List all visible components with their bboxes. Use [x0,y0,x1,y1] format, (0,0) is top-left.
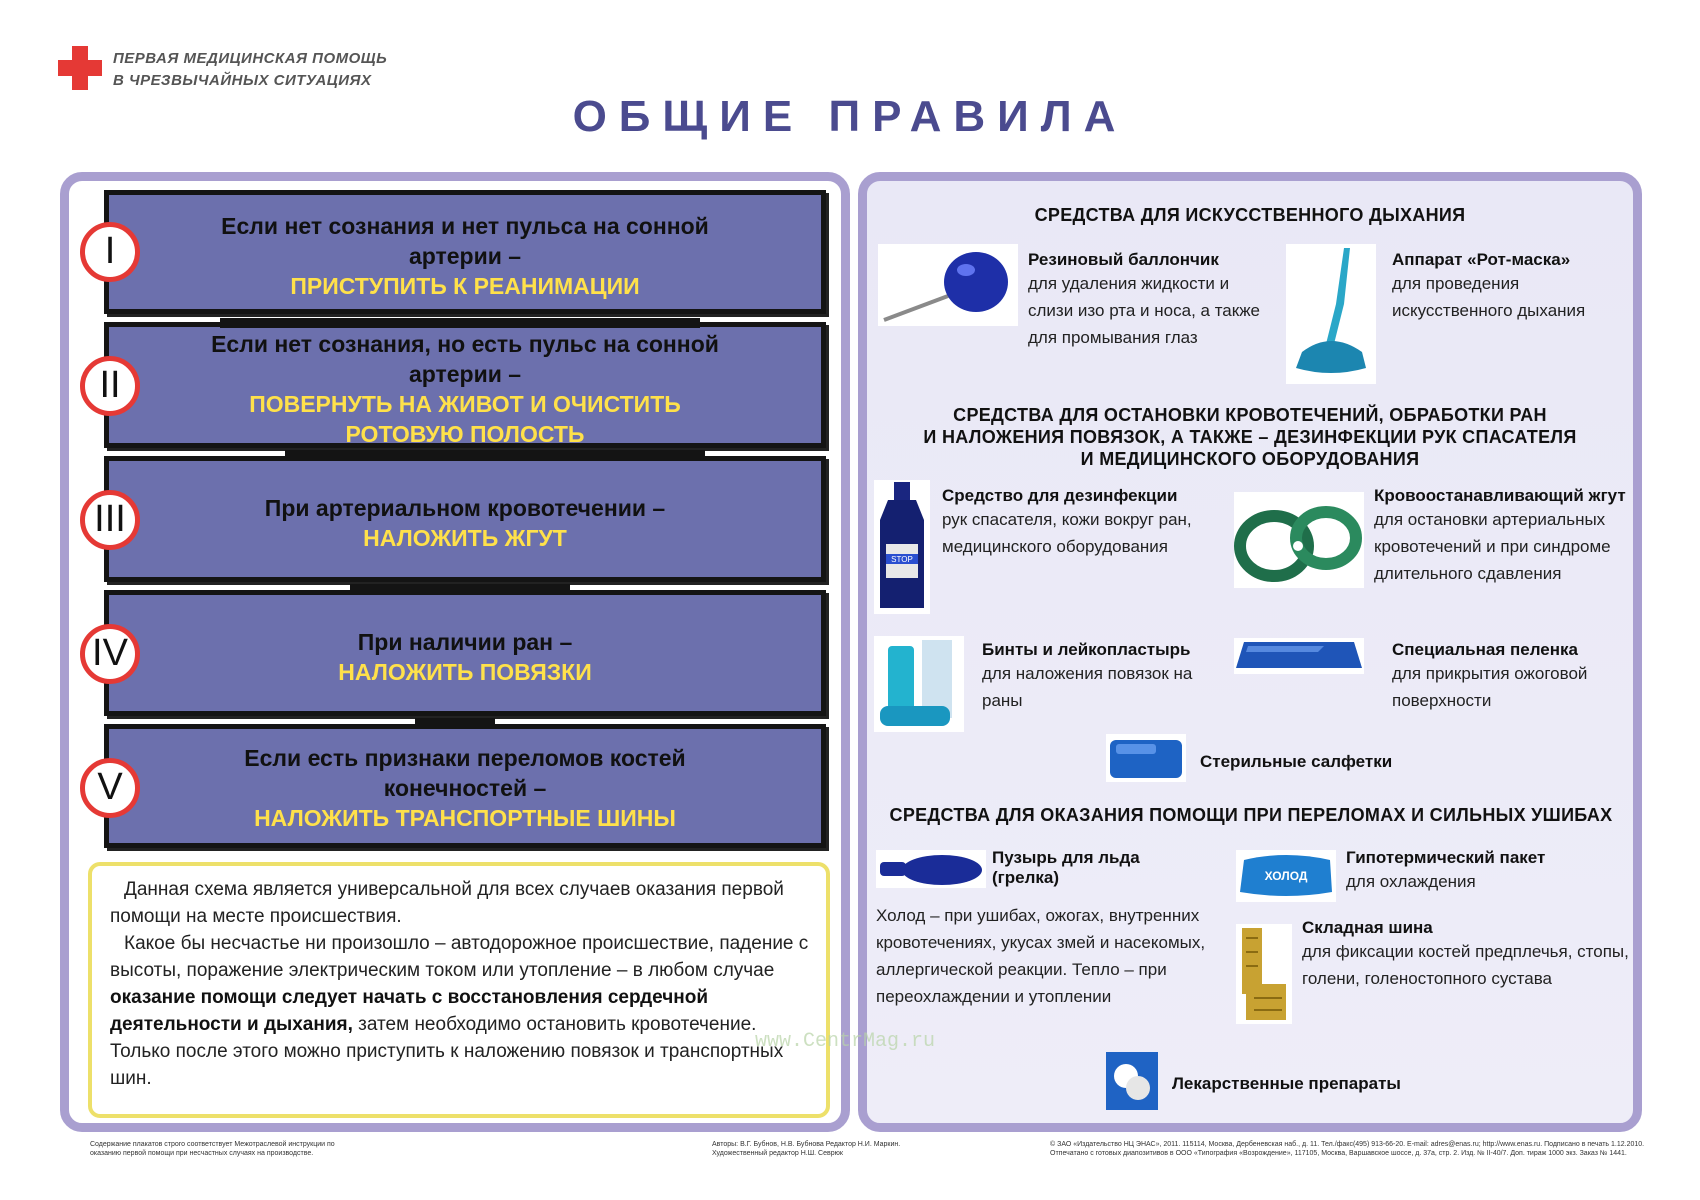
note-paragraph-1: Данная схема является универсальной для всех случаев оказания первой помощи на месте происшествия. [110,879,784,927]
divider [415,718,495,728]
universal-scheme-note [88,862,830,1118]
folding-splint-title: Складная шина [1302,918,1433,937]
bandages-block [982,640,1212,714]
red-cross-icon [58,46,102,90]
brand-line-2: В ЧРЕЗВЫЧАЙНЫХ СИТУАЦИЯХ [113,72,372,89]
disinfectant-bottle-icon [874,480,930,614]
folding-splint-text: для фиксации костей предплечья, стопы, голени, голеностопного сустава [1302,942,1629,988]
step-2-number: II [80,356,140,416]
divider [350,584,570,594]
step-3-condition: При артериальном кровотечении – [264,495,666,521]
section-bleeding-line-1: СРЕДСТВА ДЛЯ ОСТАНОВКИ КРОВОТЕЧЕНИЙ, ОБРАБОТКИ РАН [953,405,1547,425]
step-3 [104,456,826,582]
ice-bladder-icon [876,850,986,888]
burn-sheet-icon [1234,638,1364,674]
burn-sheet-title: Специальная пеленка [1392,640,1578,659]
mouth-mask-title: Аппарат «Рот-маска» [1392,250,1571,269]
step-2 [104,322,826,448]
page-title: ОБЩИЕ ПРАВИЛА [572,92,1128,141]
hypothermic-pack-label: ХОЛОД [1264,869,1308,883]
step-3-number: III [80,490,140,550]
brand-line-1: ПЕРВАЯ МЕДИЦИНСКАЯ ПОМОЩЬ [113,50,388,67]
mouth-mask-icon [1286,244,1376,384]
note-text-a: Какое бы несчастье ни произошло – автодорожное происшествие, падение с высоты, поражение электрическим током или утопление – в любом случае [110,933,809,981]
footer-legal-note: Содержание плакатов строго соответствует Межотраслевой инструкции по оказанию первой помощи при несчастных случаях на производстве. [90,1141,335,1157]
mouth-mask-block [1392,250,1622,324]
hypothermic-pack-icon [1236,850,1336,902]
hypothermic-pack-text: для охлаждения [1346,872,1476,891]
step-1-action: ПРИСТУПИТЬ К РЕАНИМАЦИИ [290,273,640,299]
tourniquet-icon [1234,492,1364,588]
bandages-title: Бинты и лейкопластырь [982,640,1191,659]
folding-splint-block [1302,918,1632,992]
bandages-icon [874,636,964,732]
hypothermic-pack-block [1346,848,1616,895]
section-bleeding-heading [880,404,1620,470]
divider [285,450,705,460]
note-paragraph-2 [110,930,810,1092]
tourniquet-text: для остановки артериальных кровотечений и при синдроме длительного сдавления [1374,510,1611,583]
sterile-wipes-icon [1106,734,1186,782]
disinfectant-bottle-label: STOP [891,555,913,564]
rubber-bulb-text: для удаления жидкости и слизи изо рта и носа, а также для промывания глаз [1028,274,1261,347]
medicines-title: Лекарственные препараты [1172,1074,1401,1093]
brand [113,48,387,92]
footer-authors: Авторы: В.Г. Бубнов, Н.В. Бубнова Редактор Н.И. Маркин. Художественный редактор Н.Ш. Севрюк [712,1141,901,1157]
ice-bladder-title-block [992,848,1192,888]
footer-publisher: © ЗАО «Издательство НЦ ЭНАС», 2011. 115114, Москва, Дербеневская наб., д. 11. Тел./факс(495) 913-66-20. E-mail: adres@enas.ru; http://www.enas.ru. Подписано в печать 1.12.2010. Отпечатано с готовых диапозитивов в ООО «Типография «Возрождение», 117105, Москва, Варшавское шоссе, д. 37а, стр. 2. Изд. № II-40/7. Доп. тираж 1000 экз. Заказ № 1441. [1050,1141,1645,1157]
rubber-bulb-title: Резиновый баллончик [1028,250,1219,269]
burn-sheet-text: для прикрытия ожоговой поверхности [1392,664,1588,710]
watermark: www.CentrMag.ru [755,1030,936,1053]
step-1-number: I [80,222,140,282]
step-2-action: ПОВЕРНУТЬ НА ЖИВОТ И ОЧИСТИТЬ [249,391,681,417]
step-2-action-2: РОТОВУЮ ПОЛОСТЬ [345,421,585,447]
divider [220,318,700,328]
step-4-condition: При наличии ран – [357,629,573,655]
disinfectant-title: Средство для дезинфекции [942,486,1178,505]
section-breathing-heading: СРЕДСТВА ДЛЯ ИСКУССТВЕННОГО ДЫХАНИЯ [1034,205,1466,225]
step-5-condition: Если есть признаки переломов костей [244,745,686,771]
note-text-b: затем необходимо остановить кровотечение. Только после этого можно приступить к наложению повязок и транспортных шин. [110,1014,784,1089]
step-3-action: НАЛОЖИТЬ ЖГУТ [363,525,567,551]
sterile-wipes-title: Стерильные салфетки [1200,752,1393,771]
medicines-icon [1106,1052,1158,1110]
step-2-condition: Если нет сознания, но есть пульс на сонной [211,331,719,357]
folding-splint-icon [1236,924,1292,1024]
step-4 [104,590,826,716]
step-1-condition-2: артерии – [408,243,522,269]
tourniquet-title: Кровоостанавливающий жгут [1374,486,1626,505]
step-5-condition-2: конечностей – [383,775,547,801]
step-1 [104,190,826,314]
step-1-condition: Если нет сознания и нет пульса на сонной [221,213,709,239]
step-5-action: НАЛОЖИТЬ ТРАНСПОРТНЫЕ ШИНЫ [254,805,676,831]
note-text-bold: оказание помощи следует начать с восстановления сердечной деятельности и дыхания, [110,987,709,1035]
rubber-bulb-block [1028,250,1278,351]
tourniquet-block [1374,486,1630,587]
disinfectant-block [942,486,1212,560]
step-4-number: IV [80,624,140,684]
ice-bladder-title: Пузырь для льда (грелка) [992,848,1140,887]
bandages-text: для наложения повязок на раны [982,664,1193,710]
section-fractures-heading: СРЕДСТВА ДЛЯ ОКАЗАНИЯ ПОМОЩИ ПРИ ПЕРЕЛОМАХ И СИЛЬНЫХ УШИБАХ [889,805,1613,825]
rubber-bulb-icon [878,244,1018,326]
hypothermic-pack-title: Гипотермический пакет [1346,848,1546,867]
section-bleeding-line-3: И МЕДИЦИНСКОГО ОБОРУДОВАНИЯ [1080,449,1420,469]
step-5-number: V [80,758,140,818]
step-2-condition-2: артерии – [408,361,522,387]
section-bleeding-line-2: И НАЛОЖЕНИЯ ПОВЯЗОК, А ТАКЖЕ – ДЕЗИНФЕКЦИИ РУК СПАСАТЕЛЯ [923,427,1577,447]
step-4-action: НАЛОЖИТЬ ПОВЯЗКИ [338,659,592,685]
burn-sheet-block [1392,640,1632,714]
ice-bladder-text: Холод – при ушибах, ожогах, внутренних кровотечениях, укусах змей и насекомых, аллергической реакции. Тепло – при переохлаждении и утоплении [876,906,1206,1006]
step-5 [104,724,826,848]
mouth-mask-text: для проведения искусственного дыхания [1392,274,1586,320]
disinfectant-text: рук спасателя, кожи вокруг ран, медицинского оборудования [942,510,1192,556]
